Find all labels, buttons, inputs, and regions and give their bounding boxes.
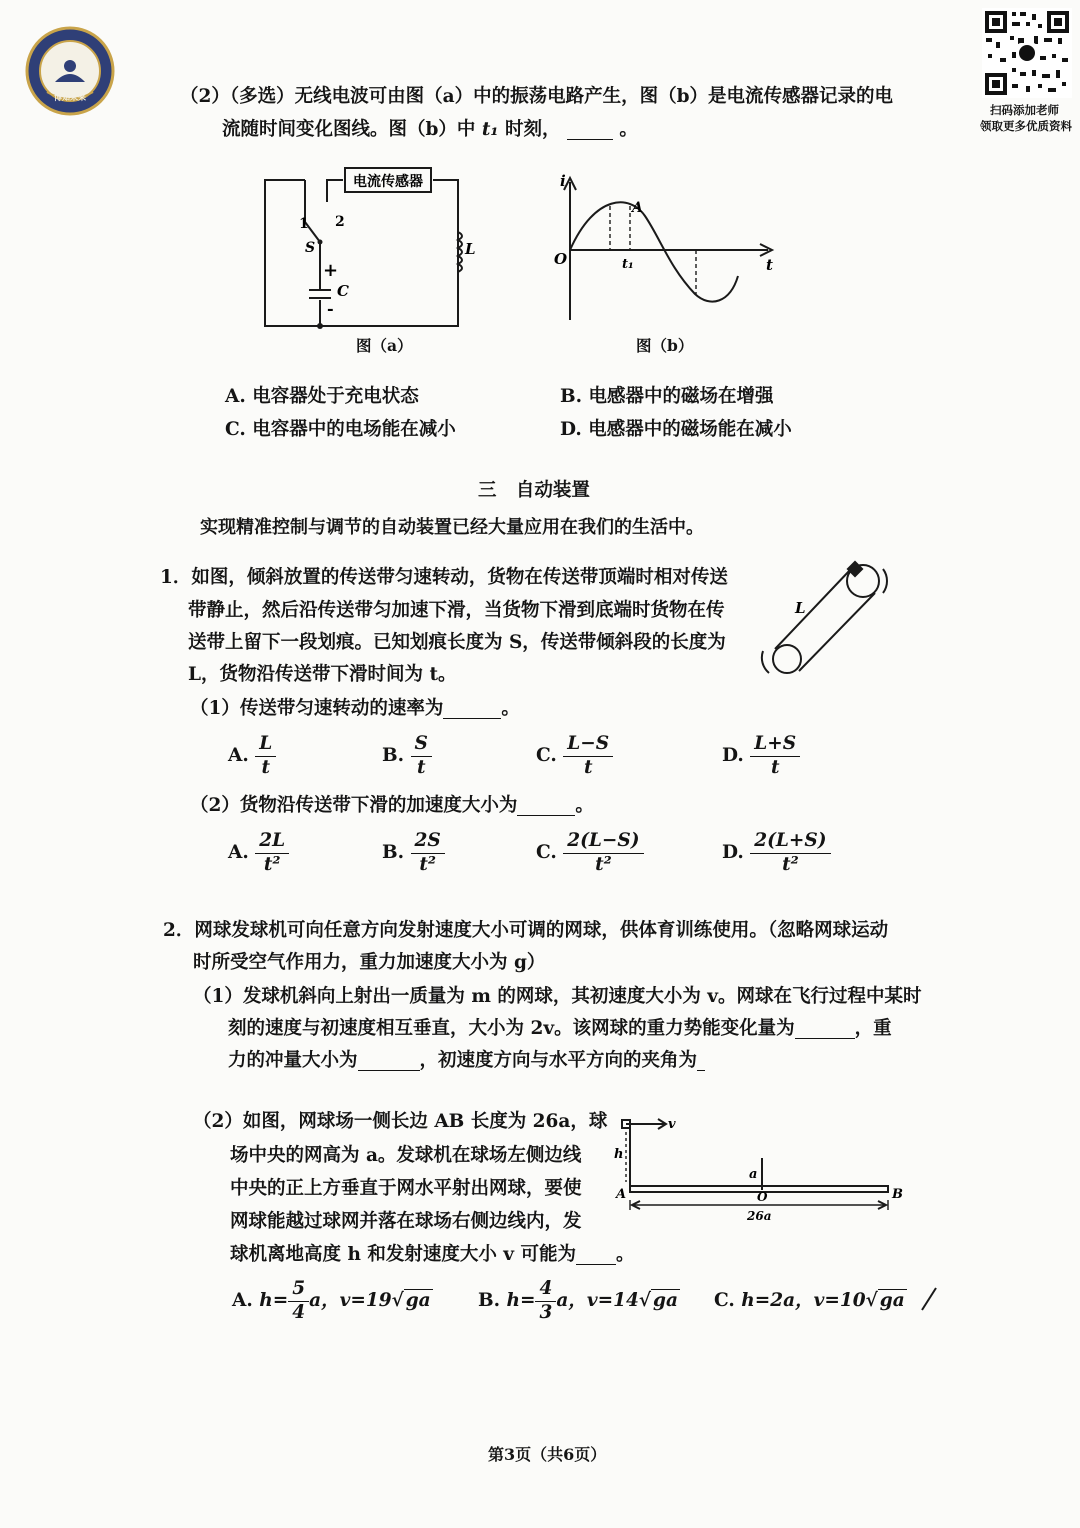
q1-sub1-option-c-key: C. bbox=[536, 744, 557, 766]
q2-sub1-line3-a: 力的冲量大小为 bbox=[228, 1050, 358, 1071]
graph-y-label: i bbox=[560, 172, 566, 190]
fraction-numerator: 2(L+S) bbox=[750, 832, 830, 854]
switch-2-label: 2 bbox=[335, 214, 345, 230]
option-b-key: B. bbox=[560, 386, 583, 407]
graph-point-a: A bbox=[632, 200, 643, 216]
q2-sub2-line5-end: 。 bbox=[615, 1244, 635, 1265]
q1-sub1-option-b-frac bbox=[411, 735, 432, 777]
q1-sub1-stem-text: （1）传送带匀速转动的速率为 bbox=[190, 698, 444, 719]
q1-sub2-option-d[interactable] bbox=[722, 832, 831, 874]
fraction-denominator: t bbox=[770, 756, 780, 778]
answer-blank[interactable] bbox=[795, 1037, 855, 1039]
q2-sub2-option-b-vpre: v=14 bbox=[586, 1289, 639, 1311]
section-title: 自动装置 bbox=[515, 480, 590, 501]
q-part2-line2-prefix: 流随时间变化图线。图（b）中 bbox=[222, 119, 476, 140]
figure-b-caption: 图（b） bbox=[636, 336, 694, 355]
q2-intro-line1: 2．网球发球机可向任意方向发射速度大小可调的网球，供体育训练使用。（忽略网球运动 bbox=[163, 920, 889, 941]
q2-sub2-line3: 中央的正上方垂直于网水平射出网球，要使 bbox=[230, 1178, 582, 1199]
court-center-o: O bbox=[757, 1190, 768, 1204]
q2-sub2-option-a-hpost: a， bbox=[309, 1289, 340, 1311]
q2-sub1-line2-a: 刻的速度与初速度相互垂直，大小为 2v。该网球的重力势能变化量为 bbox=[228, 1018, 795, 1039]
court-velocity-label: v bbox=[668, 1117, 676, 1132]
option-a-key: A. bbox=[225, 386, 246, 407]
q1-line2: 带静止，然后沿传送带匀加速下滑，当货物下滑到底端时货物在传 bbox=[188, 600, 725, 621]
q1-line3: 送带上留下一段划痕。已知划痕长度为 S，传送带倾斜段的长度为 bbox=[188, 632, 726, 653]
fraction-numerator: S bbox=[411, 735, 432, 757]
q-part2-line2 bbox=[222, 121, 638, 140]
answer-blank[interactable] bbox=[697, 1069, 705, 1071]
answer-blank[interactable] bbox=[443, 717, 501, 719]
q1-line1: 1．如图，倾斜放置的传送带匀速转动，货物在传送带顶端时相对传送 bbox=[160, 567, 728, 588]
tennis-court-figure bbox=[612, 1110, 912, 1225]
q1-sub2-option-b-key: B. bbox=[382, 841, 405, 863]
section-heading bbox=[478, 482, 590, 501]
fraction-denominator: t² bbox=[782, 853, 799, 875]
fraction-numerator: 2S bbox=[411, 832, 445, 854]
section-intro: 实现精准控制与调节的自动装置已经大量应用在我们的生活中。 bbox=[200, 517, 704, 538]
q2-sub2-option-b[interactable] bbox=[478, 1280, 680, 1322]
q-part2-line2-suffix: 时刻， bbox=[505, 119, 561, 140]
court-point-a: A bbox=[616, 1187, 627, 1202]
option-d-text: 电感器中的磁场能在减小 bbox=[588, 419, 792, 440]
pen-mark-icon bbox=[918, 1284, 942, 1314]
fraction-denominator: t bbox=[261, 756, 271, 778]
qr-code[interactable] bbox=[982, 8, 1072, 98]
belt-length-label: L bbox=[795, 599, 806, 617]
q1-sub2-stem-text: （2）货物沿传送带下滑的加速度大小为 bbox=[190, 795, 518, 816]
q1-sub1-option-a-key: A. bbox=[228, 744, 249, 766]
fraction-numerator: L bbox=[255, 735, 276, 757]
fraction-numerator: L−S bbox=[563, 735, 613, 757]
q2-sub1-line3 bbox=[228, 1052, 705, 1071]
fraction-denominator: 4 bbox=[292, 1301, 306, 1323]
fraction-numerator: L+S bbox=[750, 735, 800, 757]
q2-sub2-line5 bbox=[230, 1246, 634, 1265]
switch-1-label: 1 bbox=[299, 216, 309, 232]
q2-sub2-option-b-hpost: a， bbox=[556, 1289, 587, 1311]
section-number: 三 bbox=[478, 480, 497, 501]
q2-sub2-option-b-key: B. bbox=[478, 1289, 501, 1311]
fraction-numerator: 4 bbox=[535, 1280, 556, 1302]
q1-sub2-stem bbox=[190, 797, 594, 816]
q-part2-line1: （2）（多选）无线电波可由图（a）中的振荡电路产生，图（b）是电流传感器记录的电 bbox=[180, 86, 894, 107]
q1-sub1-option-d-frac bbox=[750, 735, 800, 777]
q2-sub2-option-b-frac bbox=[535, 1280, 556, 1322]
option-c-key: C. bbox=[225, 419, 246, 440]
court-length-label: 26a bbox=[747, 1209, 772, 1223]
q1-sub2-option-c[interactable] bbox=[536, 832, 644, 874]
q1-sub2-option-a-key: A. bbox=[228, 841, 249, 863]
q2-sub2-option-c-key: C. bbox=[714, 1290, 735, 1311]
sqrt-icon: √ bbox=[391, 1289, 404, 1311]
q2-sub2-line1: （2）如图，网球场一侧长边 AB 长度为 26a，球 bbox=[193, 1111, 608, 1132]
q1-sub2-option-d-key: D. bbox=[722, 841, 744, 863]
q2-sub2-option-c-hpre: h=2a， bbox=[741, 1290, 814, 1311]
q1-sub2-option-b-frac bbox=[411, 832, 445, 874]
q2-sub2-line5-text: 球机离地高度 h 和发射速度大小 v 可能为 bbox=[230, 1244, 576, 1265]
court-height-label: h bbox=[614, 1147, 624, 1162]
graph-origin: O bbox=[554, 250, 568, 268]
sqrt-icon: √ bbox=[638, 1289, 652, 1311]
q1-sub1-option-d-key: D. bbox=[722, 744, 744, 766]
q2-sub2-option-a-hpre: h= bbox=[259, 1289, 289, 1311]
sqrt-icon: √ bbox=[865, 1290, 878, 1311]
qr-code-icon bbox=[982, 8, 1072, 98]
q2-sub1-line2 bbox=[228, 1020, 892, 1039]
fraction-denominator: t bbox=[416, 756, 426, 778]
logo-text: 博知未来 bbox=[54, 92, 86, 102]
q1-sub1-stem-end: 。 bbox=[501, 698, 520, 719]
switch-s-label: S bbox=[305, 240, 316, 256]
q-part2-var-t1: t₁ bbox=[481, 119, 499, 140]
q2-sub2-option-a-root: ga bbox=[405, 1289, 431, 1311]
q2-sub2-option-c-vpre: v=10 bbox=[813, 1290, 866, 1311]
qr-caption-line2: 领取更多优质资料 bbox=[980, 119, 1072, 133]
answer-blank[interactable] bbox=[567, 138, 613, 140]
q1-sub1-option-a[interactable] bbox=[228, 735, 276, 777]
q1-sub1-option-a-frac bbox=[255, 735, 276, 777]
q2-sub2-option-b-root: ga bbox=[653, 1289, 678, 1311]
figure-a-caption: 图（a） bbox=[356, 336, 413, 355]
q1-sub1-option-b-key: B. bbox=[382, 744, 405, 766]
q1-sub2-option-b[interactable] bbox=[382, 832, 445, 874]
option-b-text: 电感器中的磁场在增强 bbox=[588, 386, 774, 407]
option-a[interactable] bbox=[225, 388, 419, 407]
q2-sub2-option-c[interactable] bbox=[714, 1292, 907, 1311]
school-logo bbox=[25, 26, 115, 116]
option-d[interactable] bbox=[560, 421, 792, 440]
q1-sub2-option-d-frac bbox=[750, 832, 830, 874]
q1-sub2-stem-end: 。 bbox=[575, 795, 594, 816]
q1-sub1-stem bbox=[190, 700, 520, 719]
q1-sub1-option-c[interactable] bbox=[536, 735, 613, 777]
q1-sub2-option-a[interactable] bbox=[228, 832, 289, 874]
q2-sub2-option-a-frac bbox=[288, 1280, 309, 1322]
court-point-b: B bbox=[892, 1187, 903, 1202]
conveyor-belt-figure bbox=[755, 555, 905, 685]
q1-line4: L，货物沿传送带下滑时间为 t。 bbox=[188, 664, 457, 685]
inductor-label: L bbox=[465, 240, 476, 258]
q2-sub1-line3-b: ，初速度方向与水平方向的夹角为 bbox=[419, 1050, 698, 1071]
option-a-text: 电容器处于充电状态 bbox=[252, 386, 419, 407]
answer-blank[interactable] bbox=[576, 1263, 616, 1265]
option-d-key: D. bbox=[560, 419, 582, 440]
fraction-denominator: 3 bbox=[539, 1301, 553, 1323]
graph-x-label: t bbox=[766, 256, 773, 274]
fraction-numerator: 5 bbox=[288, 1280, 309, 1302]
q2-sub2-option-c-root: ga bbox=[879, 1290, 905, 1311]
q2-sub2-line4: 网球能越过球网并落在球场右侧边线内，发 bbox=[230, 1211, 582, 1232]
option-c-text: 电容器中的电场能在减小 bbox=[252, 419, 456, 440]
q1-sub2-option-c-key: C. bbox=[536, 841, 557, 863]
q1-sub1-option-b[interactable] bbox=[382, 735, 432, 777]
q1-sub2-option-c-frac bbox=[563, 832, 643, 874]
fraction-numerator: 2(L−S) bbox=[563, 832, 643, 854]
q2-sub2-option-a[interactable] bbox=[232, 1280, 433, 1322]
qr-caption-line1: 扫码添加老师 bbox=[990, 103, 1059, 117]
court-net-label: a bbox=[749, 1167, 758, 1182]
current-sensor-label: 电流传感器 bbox=[353, 174, 423, 190]
q2-sub1-line2-b: ，重 bbox=[854, 1018, 892, 1039]
answer-blank[interactable] bbox=[358, 1069, 420, 1071]
q2-sub1-line1: （1）发球机斜向上射出一质量为 m 的网球，其初速度大小为 v。网球在飞行过程中某时 bbox=[193, 986, 922, 1007]
option-c[interactable] bbox=[225, 421, 456, 440]
plus-sign: + bbox=[323, 260, 339, 281]
fraction-denominator: t² bbox=[263, 853, 281, 875]
minus-sign: - bbox=[327, 299, 334, 318]
answer-blank[interactable] bbox=[517, 814, 575, 816]
q2-sub2-option-a-key: A. bbox=[232, 1289, 253, 1311]
fraction-numerator: 2L bbox=[255, 832, 289, 854]
q2-sub2-line2: 场中央的网高为 a。发球机在球场左侧边线 bbox=[230, 1145, 582, 1166]
q1-sub2-option-a-frac bbox=[255, 832, 289, 874]
fraction-denominator: t bbox=[583, 756, 593, 778]
q1-sub1-option-d[interactable] bbox=[722, 735, 800, 777]
q2-sub2-option-a-vpre: v=19 bbox=[339, 1289, 392, 1311]
option-b[interactable] bbox=[560, 388, 774, 407]
fraction-denominator: t² bbox=[595, 853, 612, 875]
q1-sub1-option-c-frac bbox=[563, 735, 613, 777]
fraction-denominator: t² bbox=[419, 853, 436, 875]
logo-emblem-icon bbox=[25, 26, 115, 116]
capacitor-label: C bbox=[337, 282, 349, 300]
page-number: 第3页（共6页） bbox=[488, 1445, 607, 1464]
figure-a-circuit bbox=[255, 162, 476, 362]
q2-intro-line2: 时所受空气作用力，重力加速度大小为 g） bbox=[193, 952, 546, 973]
figure-b-graph bbox=[550, 168, 780, 328]
graph-tick-t1: t₁ bbox=[622, 257, 634, 272]
q2-sub2-option-b-hpre: h= bbox=[506, 1289, 536, 1311]
q-part2-line2-end: 。 bbox=[619, 119, 638, 140]
